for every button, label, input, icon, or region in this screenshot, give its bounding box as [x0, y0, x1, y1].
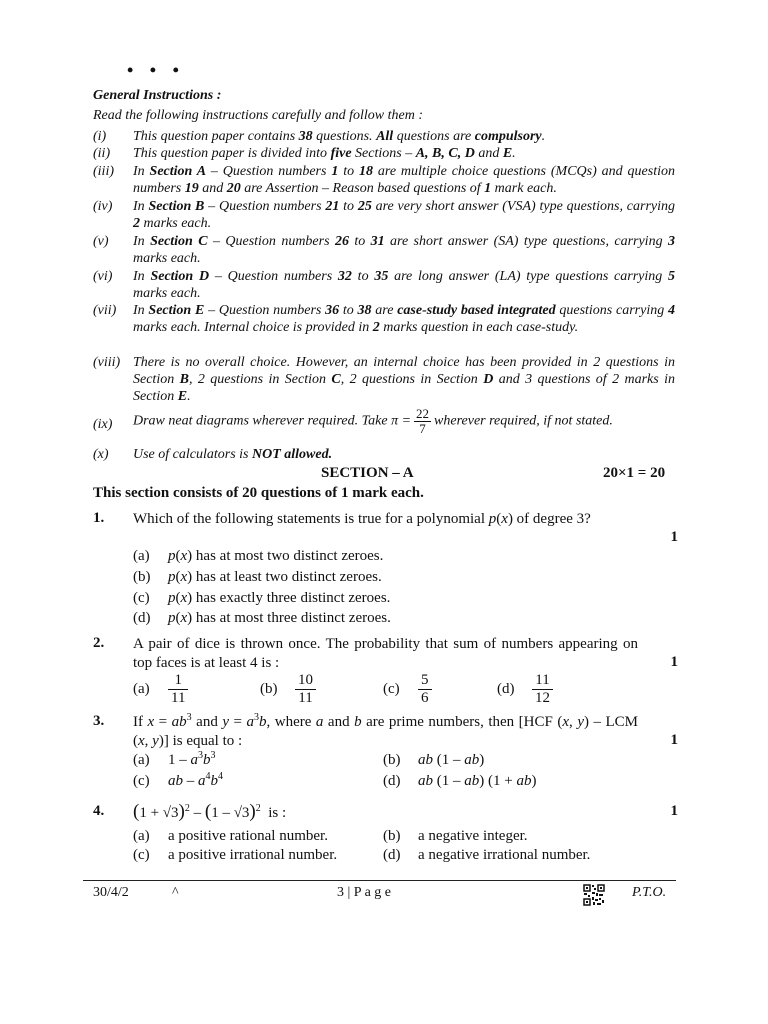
option-label: (d)	[383, 847, 401, 863]
option-text: a negative irrational number.	[418, 847, 591, 863]
option-text: ab (1 – ab) (1 + ab)	[418, 773, 537, 789]
instruction-number: (v)	[93, 234, 109, 249]
option-fraction	[295, 672, 316, 707]
instruction-item	[93, 446, 675, 463]
instruction-item	[93, 233, 675, 267]
fraction-denominator: 6	[421, 690, 429, 706]
question-number: 4.	[93, 803, 105, 819]
fraction-denominator: 11	[171, 690, 186, 706]
question-3	[93, 713, 678, 751]
question-4	[93, 802, 678, 823]
option-text: p(x) has at most three distinct zeroes.	[168, 610, 391, 626]
option-label: (a)	[133, 752, 150, 768]
question-2-option	[497, 672, 553, 707]
pi-fraction	[414, 407, 431, 436]
question-2-option	[133, 672, 188, 707]
question-1-option	[133, 590, 390, 607]
instruction-number: (vii)	[93, 303, 117, 318]
fraction-numerator: 1	[168, 672, 188, 690]
pi-numerator: 22	[416, 406, 430, 421]
please-turn-over: P.T.O.	[632, 885, 667, 900]
option-label: (c)	[133, 590, 150, 606]
question-4-option	[383, 828, 528, 845]
instruction-text: This question paper is divided into five Sections – A, B, C, D and E.	[133, 146, 516, 161]
option-text: $1 - a^3b^3$	[168, 750, 216, 768]
option-text: a negative integer.	[418, 828, 528, 844]
question-2-option	[383, 672, 432, 707]
fraction-denominator: 12	[535, 690, 550, 706]
option-text: ab (1 – ab)	[418, 752, 485, 768]
question-marks: 1	[670, 529, 678, 545]
question-number: 3.	[93, 713, 105, 729]
question-1-option	[133, 548, 383, 565]
header-dots: • • •	[127, 60, 185, 80]
fraction-numerator: 11	[532, 672, 553, 690]
question-3-option	[133, 752, 216, 769]
question-2	[93, 635, 678, 673]
instruction-item	[93, 268, 675, 302]
option-label: (b)	[383, 828, 401, 844]
option-label: (a)	[133, 680, 150, 697]
instruction-text: In Section B – Question numbers 21 to 25 are very short answer (VSA) type questions, carrying 2 marks each.	[133, 199, 675, 231]
instruction-text: In Section E – Question numbers 36 to 38 are case-study based integrated questions carrying 4 marks each. Internal choice is provided in 2 marks question in each case-study.	[133, 303, 675, 335]
instruction-number: (viii)	[93, 355, 121, 370]
instruction-text-after: wherever required, if not stated.	[434, 413, 613, 429]
question-number: 1.	[93, 510, 105, 526]
instruction-item	[93, 128, 675, 145]
instruction-text: Use of calculators is NOT allowed.	[133, 447, 333, 462]
question-3-option	[383, 773, 536, 790]
question-text: $(1 + √3)^2 - (1 - √3)^2$ is :	[133, 801, 287, 822]
section-title: SECTION – A	[321, 465, 414, 481]
instruction-text	[133, 407, 675, 436]
general-instructions-title: General Instructions :	[93, 88, 222, 103]
instruction-text: This question paper contains 38 questions. All questions are compulsory.	[133, 129, 546, 144]
option-text: p(x) has at most two distinct zeroes.	[168, 548, 384, 564]
footer-divider	[83, 880, 676, 881]
option-fraction	[168, 672, 188, 707]
instruction-number: (ix)	[93, 417, 113, 432]
option-text: a positive rational number.	[168, 828, 328, 844]
caret-mark: ^	[172, 885, 179, 900]
question-text: A pair of dice is thrown once. The probability that sum of numbers appearing on top faces is at least 4 is :	[133, 636, 638, 671]
instruction-text: In Section A – Question numbers 1 to 18 are multiple choice questions (MCQs) and question numbers 19 and 20 are Assertion – Reason based questions of 1 mark each.	[133, 164, 675, 196]
option-label: (c)	[133, 847, 150, 863]
instruction-number: (vi)	[93, 269, 113, 284]
question-1	[93, 510, 678, 545]
instruction-item	[93, 198, 675, 232]
option-label: (b)	[383, 752, 401, 768]
instruction-text: In Section C – Question numbers 26 to 31 are short answer (SA) type questions, carrying 3 marks each.	[133, 234, 675, 266]
option-label: (b)	[133, 569, 151, 585]
question-number: 2.	[93, 635, 105, 651]
qr-code-icon	[583, 884, 605, 906]
question-1-option	[133, 569, 382, 586]
option-text: p(x) has at least two distinct zeroes.	[168, 569, 382, 585]
instruction-number: (x)	[93, 447, 109, 462]
question-text: If $x = ab^3$ and $y = a^3b$, where a and b are prime numbers, then [HCF (x, y) – LCM (x, y)] is equal to :	[133, 712, 639, 749]
section-marks: 20×1 = 20	[603, 465, 666, 481]
instruction-item	[93, 354, 675, 405]
question-4-option	[133, 828, 328, 845]
instruction-text-before: Draw neat diagrams wherever required. Take π =	[133, 413, 412, 429]
pi-denominator: 7	[419, 421, 426, 436]
instruction-item	[93, 145, 675, 162]
question-3-option	[383, 752, 484, 769]
instruction-item	[93, 407, 675, 436]
question-3-option	[133, 773, 223, 790]
fraction-numerator: 5	[418, 672, 432, 690]
question-4-option	[133, 847, 337, 864]
instruction-text: There is no overall choice. However, an internal choice has been provided in 2 questions in Section B, 2 questions in Section C, 2 questions in Section D and 3 questions of 2 marks in Section E.	[133, 355, 675, 404]
option-text: a positive irrational number.	[168, 847, 338, 863]
fraction-denominator: 11	[298, 690, 313, 706]
option-fraction	[532, 672, 553, 707]
fraction-numerator: 10	[295, 672, 316, 690]
option-text: p(x) has exactly three distinct zeroes.	[168, 590, 391, 606]
question-marks: 1	[670, 803, 678, 819]
option-label: (d)	[133, 610, 151, 626]
option-label: (a)	[133, 828, 150, 844]
page-number: 3 | P a g e	[337, 885, 391, 900]
question-text: Which of the following statements is true for a polynomial p(x) of degree 3?	[133, 511, 591, 527]
option-label: (d)	[497, 680, 515, 697]
instruction-number: (iii)	[93, 164, 114, 179]
instruction-item	[93, 163, 675, 197]
paper-code: 30/4/2	[93, 885, 129, 900]
question-4-option	[383, 847, 590, 864]
option-label: (a)	[133, 548, 150, 564]
instruction-number: (iv)	[93, 199, 113, 214]
instruction-text: In Section D – Question numbers 32 to 35 are long answer (LA) type questions carrying 5 marks each.	[133, 269, 676, 301]
instruction-number: (i)	[93, 129, 107, 144]
option-fraction	[418, 672, 432, 707]
general-instructions-intro: Read the following instructions carefully and follow them :	[93, 108, 424, 123]
option-label: (d)	[383, 773, 401, 789]
option-label: (c)	[133, 773, 150, 789]
instruction-item	[93, 302, 675, 336]
question-marks: 1	[670, 732, 678, 748]
section-description: This section consists of 20 questions of 1 mark each.	[93, 485, 424, 501]
option-label: (b)	[260, 680, 278, 697]
question-marks: 1	[670, 654, 678, 670]
option-text: ab – $a^4b^4$	[168, 771, 223, 789]
instruction-number: (ii)	[93, 146, 111, 161]
question-2-option	[260, 672, 316, 707]
question-1-option	[133, 610, 391, 627]
option-label: (c)	[383, 680, 400, 697]
